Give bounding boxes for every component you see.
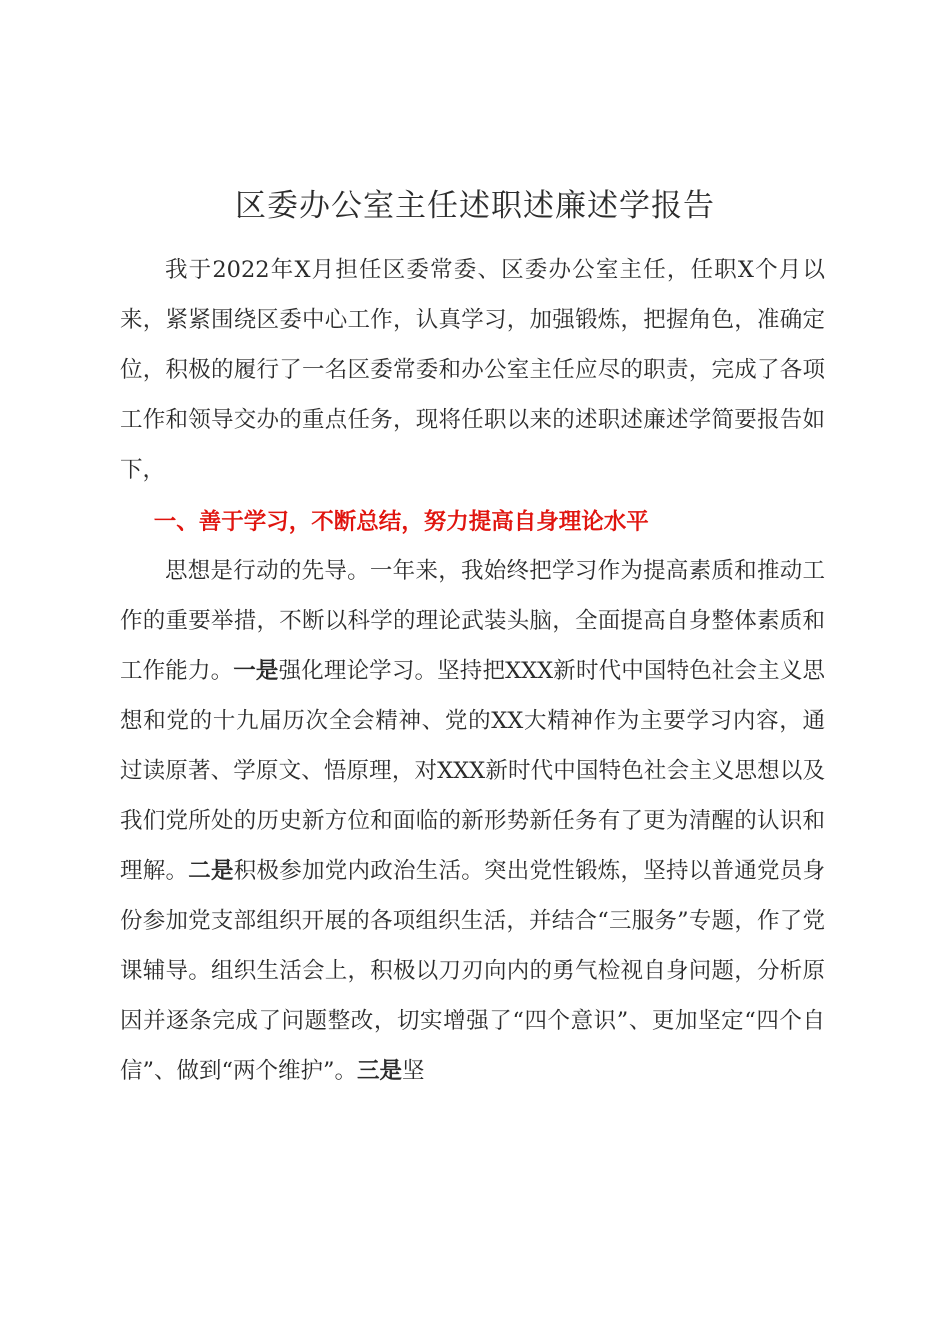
section-1-paragraph [120,546,825,1096]
paragraph-text: 思想是行动的先导。一年来，我始终把学习作为提高素质和推动工作的重要举措，不断以科学的理论武装头脑，全面提高自身整体素质和工作能力。 [120,558,825,684]
bold-label-first: 一是 [233,658,279,684]
paragraph-text: 积极参加党内政治生活。突出党性锻炼，坚持以普通党员身份参加党支部组织开展的各项组织生活，并结合“三服务”专题，作了党课辅导。组织生活会上，积极以刀刃向内的勇气检视自身问题，分析原因并逐条完成了问题整改，切实增强了“四个意识”、更加坚定“四个自信”、做到“两个维护”。 [120,858,825,1084]
bold-label-third: 三是 [357,1058,403,1084]
section-heading-1: 一、善于学习，不断总结，努力提高自身理论水平 [153,509,649,535]
bold-label-second: 二是 [188,858,234,884]
paragraph-text: 强化理论学习。坚持把XXX新时代中国特色社会主义思想和党的十九届历次全会精神、党的XX大精神作为主要学习内容，通过读原著、学原文、悟原理，对XXX新时代中国特色社会主义思想以及我们党所处的历史新方位和面临的新形势新任务有了更为清醒的认识和理解。 [120,658,825,884]
paragraph-text: 坚 [402,1058,425,1084]
document-title: 区委办公室主任述职述廉述学报告 [235,188,715,224]
intro-paragraph: 我于2022年X月担任区委常委、区委办公室主任，任职X个月以来，紧紧围绕区委中心工作，认真学习，加强锻炼，把握角色，准确定位，积极的履行了一名区委常委和办公室主任应尽的职责，完成了各项工作和领导交办的重点任务，现将任职以来的述职述廉述学简要报告如下， [120,257,825,483]
